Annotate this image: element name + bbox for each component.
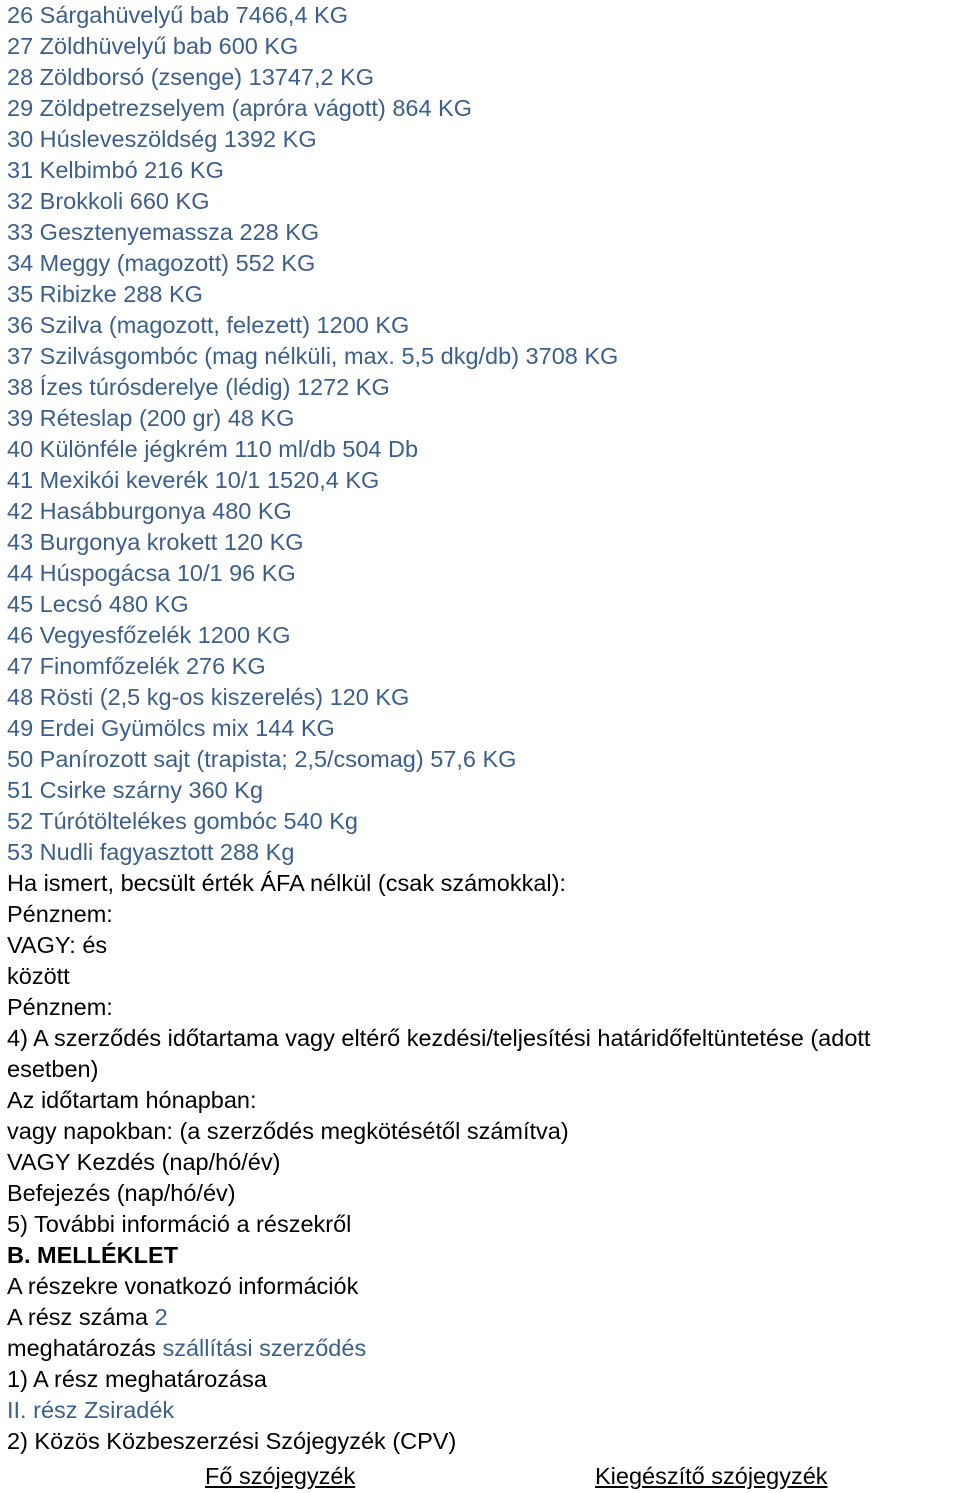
list-item: 52 Túrótöltelékes gombóc 540 Kg: [7, 808, 358, 834]
part-name-text: rész Zsiradék: [33, 1397, 175, 1423]
estimate-label: Ha ismert, becsült érték ÁFA nélkül (csak számokkal):: [7, 870, 566, 896]
list-item: 34 Meggy (magozott) 552 KG: [7, 250, 316, 276]
list-item: 26 Sárgahüvelyű bab 7466,4 KG: [7, 2, 349, 28]
part-number-value: 2: [154, 1304, 168, 1330]
part-number-label: A rész száma: [7, 1304, 149, 1330]
list-item: 40 Különféle jégkrém 110 ml/db 504 Db: [7, 436, 419, 462]
vocabulary-links: [7, 1459, 960, 1493]
list-item: 42 Hasábburgonya 480 KG: [7, 498, 292, 524]
duration-end: Befejezés (nap/hó/év): [7, 1180, 236, 1206]
part-definition-heading: 1) A rész meghatározása: [7, 1366, 267, 1392]
supplementary-vocabulary-link[interactable]: Kiegészítő szójegyzék: [595, 1463, 828, 1489]
list-item: 32 Brokkoli 660 KG: [7, 188, 210, 214]
more-info-heading: 5) További információ a részekről: [7, 1211, 352, 1237]
list-item: 33 Gesztenyemassza 228 KG: [7, 219, 320, 245]
duration-days: vagy napokban: (a szerződés megkötésétől számítva): [7, 1118, 569, 1144]
list-item: 28 Zöldborsó (zsenge) 13747,2 KG: [7, 64, 375, 90]
list-item: 27 Zöldhüvelyű bab 600 KG: [7, 33, 299, 59]
list-item: 50 Panírozott sajt (trapista; 2,5/csomag) 57,6 KG: [7, 746, 517, 772]
currency-label-2: Pénznem:: [7, 994, 113, 1020]
definition-label: meghatározás: [7, 1335, 156, 1361]
cpv-heading: 2) Közös Közbeszerzési Szójegyzék (CPV): [7, 1428, 457, 1454]
list-item: 53 Nudli fagyasztott 288 Kg: [7, 839, 295, 865]
list-item: 29 Zöldpetrezselyem (apróra vágott) 864 KG: [7, 95, 473, 121]
annex-title: B. MELLÉKLET: [7, 1242, 179, 1268]
list-item: 48 Rösti (2,5 kg-os kiszerelés) 120 KG: [7, 684, 410, 710]
list-item: 46 Vegyesfőzelék 1200 KG: [7, 622, 291, 648]
list-item: 41 Mexikói keverék 10/1 1520,4 KG: [7, 467, 380, 493]
list-item: 44 Húspogácsa 10/1 96 KG: [7, 560, 296, 586]
list-item: 30 Húsleveszöldség 1392 KG: [7, 126, 317, 152]
currency-label-1: Pénznem:: [7, 901, 113, 927]
list-item: 35 Ribizke 288 KG: [7, 281, 203, 307]
or-and-label: VAGY: és: [7, 932, 108, 958]
main-vocabulary-link[interactable]: Fő szójegyzék: [205, 1463, 356, 1489]
annex-subtitle: A részekre vonatkozó információk: [7, 1273, 359, 1299]
list-item: 47 Finomfőzelék 276 KG: [7, 653, 266, 679]
list-item: 39 Réteslap (200 gr) 48 KG: [7, 405, 295, 431]
between-label: között: [7, 963, 70, 989]
item-list: [7, 0, 960, 868]
list-item: 49 Erdei Gyümölcs mix 144 KG: [7, 715, 335, 741]
part-number-row: [7, 1302, 960, 1333]
part-name-row: [7, 1395, 960, 1426]
list-item: 36 Szilva (magozott, felezett) 1200 KG: [7, 312, 410, 338]
definition-value: szállítási szerződés: [162, 1335, 367, 1361]
list-item: 37 Szilvásgombóc (mag nélküli, max. 5,5 dkg/db) 3708 KG: [7, 343, 619, 369]
list-item: 38 Ízes túrósderelye (lédig) 1272 KG: [7, 374, 390, 400]
list-item: 45 Lecsó 480 KG: [7, 591, 189, 617]
part-name-roman: II.: [7, 1397, 27, 1423]
list-item: 51 Csirke szárny 360 Kg: [7, 777, 264, 803]
definition-row: [7, 1333, 960, 1364]
duration-start: VAGY Kezdés (nap/hó/év): [7, 1149, 281, 1175]
duration-heading: 4) A szerződés időtartama vagy eltérő kezdési/teljesítési határidőfeltüntetése (adott esetben): [7, 1025, 871, 1082]
list-item: 31 Kelbimbó 216 KG: [7, 157, 224, 183]
list-item: 43 Burgonya krokett 120 KG: [7, 529, 304, 555]
duration-months: Az időtartam hónapban:: [7, 1087, 257, 1113]
